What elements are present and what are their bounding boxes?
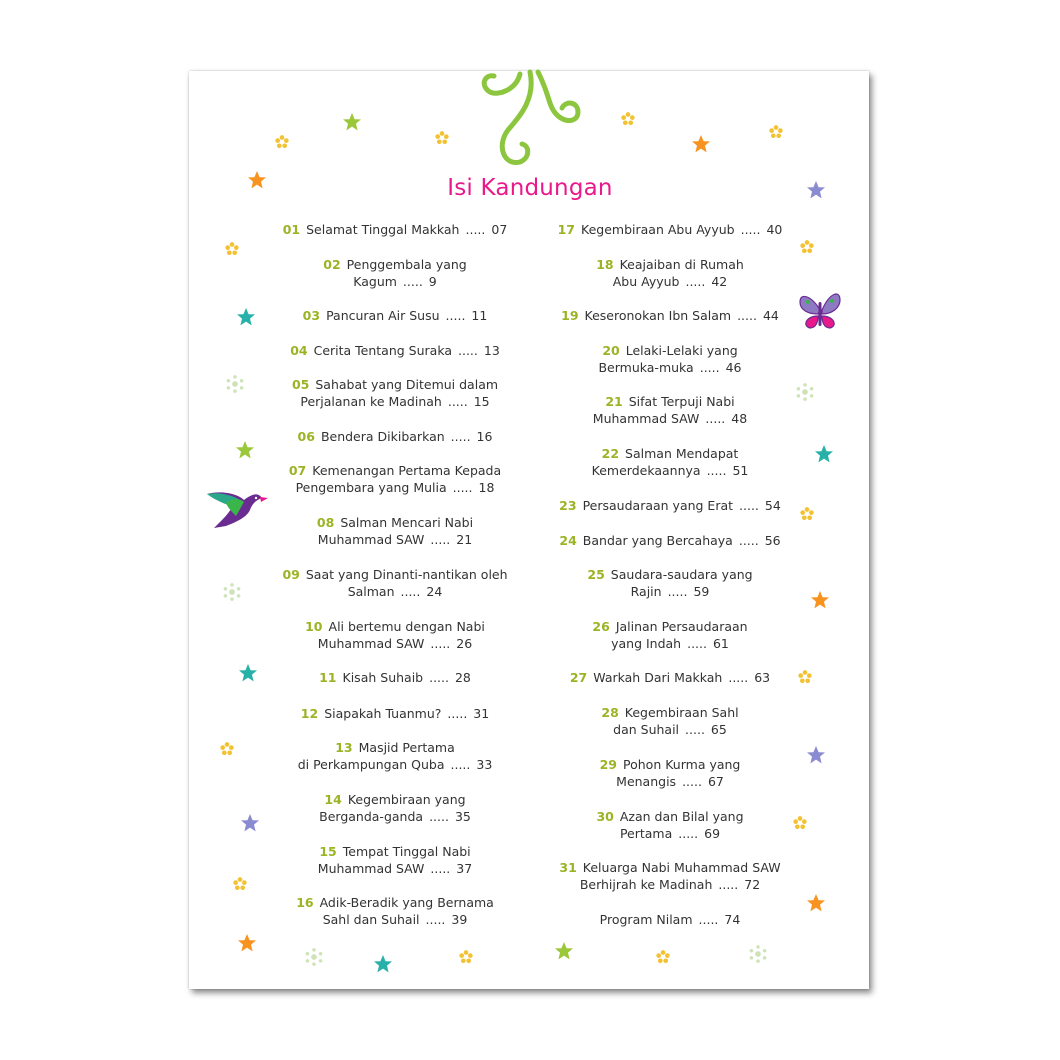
toc-entry-line — [270, 531, 520, 548]
toc-entry-dots: ..... — [678, 826, 699, 841]
bird-icon — [207, 492, 268, 528]
toc-entry-line — [270, 808, 520, 825]
toc-entry-number: 04 — [290, 343, 308, 358]
toc-entry — [270, 618, 520, 652]
toc-entry-page: 48 — [731, 411, 748, 426]
toc-entry — [270, 221, 520, 238]
toc-entry-page: 13 — [483, 343, 500, 358]
toc-entry-dots: ..... — [465, 222, 486, 237]
toc-entry-title: Sifat Terpuji Nabi — [628, 394, 735, 409]
toc-entry — [270, 705, 520, 722]
toc-entry — [545, 497, 795, 514]
toc-entry-line — [270, 514, 520, 531]
toc-entry-line — [545, 532, 795, 549]
toc-entry-line — [270, 739, 520, 756]
toc-entry — [270, 514, 520, 548]
toc-entry-line — [545, 876, 795, 893]
toc-entry-line — [545, 342, 795, 359]
toc-entry-page: 31 — [473, 706, 490, 721]
toc-entry-dots: ..... — [685, 722, 705, 737]
toc-entry-dots: ..... — [447, 706, 468, 721]
toc-entry-title: Bandar yang Bercahaya — [582, 533, 733, 548]
toc-entry-line — [545, 859, 795, 876]
toc-entry-number: 25 — [587, 567, 605, 582]
toc-entry-number: 18 — [596, 257, 614, 272]
toc-entry-dots: ..... — [687, 636, 707, 651]
toc-entry — [270, 256, 520, 290]
toc-entry-number: 24 — [559, 533, 577, 548]
toc-entry — [270, 669, 520, 686]
toc-entry-number: 09 — [282, 567, 300, 582]
toc-entry-line — [545, 410, 795, 427]
toc-entry-title: Kisah Suhaib — [342, 670, 424, 685]
toc-entry-title: Berganda-ganda — [319, 809, 424, 824]
toc-entry-line — [270, 566, 520, 583]
toc-entry-page: 26 — [456, 636, 473, 651]
toc-entry-line — [545, 721, 795, 738]
toc-entry-dots: ..... — [429, 809, 449, 824]
toc-entry-line — [545, 618, 795, 635]
toc-entry-dots: ..... — [458, 343, 478, 358]
toc-entry-title: Pancuran Air Susu — [326, 308, 440, 323]
toc-entry-page: 67 — [707, 774, 724, 789]
toc-entry-page: 65 — [710, 722, 727, 737]
toc-entry — [270, 342, 520, 359]
toc-entry-title: Kemerdekaannya — [591, 463, 701, 478]
toc-entry-title: di Perkampungan Quba — [297, 757, 445, 772]
toc-entry-title: Keajaiban di Rumah — [619, 257, 744, 272]
toc-entry-line — [545, 825, 795, 842]
toc-entry-title: Kagum — [353, 274, 397, 289]
toc-entry — [545, 256, 795, 290]
toc-entry-page: 24 — [426, 584, 443, 599]
toc-entry — [545, 393, 795, 427]
toc-entry-line — [270, 393, 520, 410]
toc-entry — [545, 859, 795, 893]
toc-entry-page: 51 — [732, 463, 749, 478]
vine-swirl-icon — [484, 72, 578, 163]
toc-entry-dots: ..... — [445, 308, 466, 323]
toc-entry — [545, 669, 795, 686]
toc-entry-title: Tempat Tinggal Nabi — [342, 844, 471, 859]
toc-entry-page: 11 — [471, 308, 488, 323]
toc-entry-title: Warkah Dari Makkah — [593, 670, 723, 685]
toc-entry — [545, 756, 795, 790]
toc-entry-number: 06 — [297, 429, 315, 444]
toc-entry-page: 74 — [724, 912, 741, 927]
toc-entry-page: 54 — [764, 498, 781, 513]
toc-entry — [545, 704, 795, 738]
toc-entry-title: Kegembiraan Abu Ayyub — [581, 222, 735, 237]
toc-entry-dots: ..... — [739, 498, 759, 513]
toc-entry-number: 20 — [602, 343, 620, 358]
toc-entry-dots: ..... — [450, 757, 471, 772]
toc-entry-line — [270, 756, 520, 773]
toc-entry-page: 46 — [725, 360, 742, 375]
toc-entry-line — [270, 635, 520, 652]
toc-entry-line — [270, 860, 520, 877]
toc-entry-line — [545, 808, 795, 825]
toc-entry-line — [545, 497, 795, 514]
toc-entry-number: 23 — [559, 498, 577, 513]
toc-entry-number: 05 — [291, 377, 310, 392]
toc-entry-number: 21 — [605, 394, 623, 409]
toc-entry-dots: ..... — [452, 480, 473, 495]
toc-entry-line — [270, 342, 520, 359]
toc-entry-title: Muhammad SAW — [592, 411, 700, 426]
toc-entry-line — [545, 911, 795, 928]
toc-entry-title: Keseronokan Ibn Salam — [584, 308, 732, 323]
toc-entry — [270, 376, 520, 410]
toc-entry-line — [545, 704, 795, 721]
toc-entry-line — [270, 462, 520, 479]
toc-entry-page: 56 — [764, 533, 781, 548]
toc-entry-dots: ..... — [706, 463, 727, 478]
toc-entry-page: 9 — [428, 274, 437, 289]
toc-entry — [545, 445, 795, 479]
toc-entry-dots: ..... — [430, 636, 451, 651]
toc-entry-number: 26 — [592, 619, 610, 634]
toc-entry-dots: ..... — [682, 774, 702, 789]
toc-entry-title: Sahl dan Suhail — [322, 912, 420, 927]
toc-entry-number: 16 — [296, 895, 314, 910]
toc-entry-line — [270, 911, 520, 928]
toc-entry-line — [270, 791, 520, 808]
toc-entry-number: 29 — [599, 757, 618, 772]
toc-entry-title: yang Indah — [611, 636, 682, 651]
toc-entry-title: Program Nilam — [599, 912, 693, 927]
toc-entry-line — [545, 393, 795, 410]
toc-entry-page: 18 — [478, 480, 495, 495]
toc-entry-dots: ..... — [430, 861, 451, 876]
toc-entry-number: 17 — [557, 222, 576, 237]
toc-entry-title: Kegembiraan Sahl — [624, 705, 739, 720]
toc-entry-number: 28 — [601, 705, 619, 720]
toc-entry — [545, 221, 795, 238]
toc-entry-page: 39 — [451, 912, 468, 927]
toc-entry-line — [270, 583, 520, 600]
toc-entry — [270, 307, 520, 324]
toc-entry-number: 12 — [300, 706, 319, 721]
toc-entry-page: 28 — [454, 670, 471, 685]
toc-entry — [545, 532, 795, 549]
toc-entry-line — [270, 273, 520, 290]
toc-entry-title: Pertama — [619, 826, 673, 841]
page-title: Isi Kandungan — [447, 175, 613, 201]
toc-entry-title: Persaudaraan yang Erat — [582, 498, 734, 513]
toc-entry-line — [270, 843, 520, 860]
toc-entry-page: 44 — [762, 308, 779, 323]
toc-entry-dots: ..... — [699, 360, 720, 375]
toc-entry — [270, 894, 520, 928]
toc-entry-title: Lelaki-Lelaki yang — [625, 343, 738, 358]
toc-entry-line — [270, 894, 520, 911]
toc-entry-dots: ..... — [450, 429, 471, 444]
toc-entry-title: Abu Ayyub — [612, 274, 680, 289]
toc-entry-title: Selamat Tinggal Makkah — [306, 222, 460, 237]
toc-entry — [545, 808, 795, 842]
toc-entry-dots: ..... — [430, 532, 451, 547]
toc-entry-page: 16 — [476, 429, 493, 444]
toc-entry-number: 14 — [324, 792, 342, 807]
toc-entry-dots: ..... — [402, 274, 423, 289]
toc-entry-title: Cerita Tentang Suraka — [313, 343, 453, 358]
toc-entry-title: Rajin — [630, 584, 662, 599]
toc-entry-title: Muhammad SAW — [317, 532, 425, 547]
toc-entry — [270, 739, 520, 773]
toc-entry — [545, 911, 795, 928]
toc-entry-title: Pengembara yang Mulia — [295, 480, 447, 495]
toc-entry-line — [545, 756, 795, 773]
toc-entry — [545, 342, 795, 376]
toc-entry-dots: ..... — [737, 308, 757, 323]
toc-entry-dots: ..... — [740, 222, 761, 237]
toc-entry-page: 33 — [476, 757, 493, 772]
toc-entry-number: 11 — [319, 670, 337, 685]
toc-entry-dots: ..... — [705, 411, 726, 426]
toc-entry — [270, 843, 520, 877]
toc-entry-line — [545, 773, 795, 790]
toc-entry-dots: ..... — [718, 877, 739, 892]
toc-entry-number: 10 — [305, 619, 323, 634]
toc-entry-title: Salman — [347, 584, 395, 599]
toc-entry-line — [545, 462, 795, 479]
toc-entry-line — [270, 307, 520, 324]
toc-entry-line — [545, 273, 795, 290]
toc-entry-number: 31 — [559, 860, 577, 875]
toc-entry-line — [270, 428, 520, 445]
toc-entry-title: Kemenangan Pertama Kepada — [312, 463, 502, 478]
toc-entry-number: 13 — [335, 740, 353, 755]
toc-entry-title: Muhammad SAW — [317, 861, 425, 876]
toc-entry-page: 59 — [693, 584, 710, 599]
toc-entry-title: Saat yang Dinanti-nantikan oleh — [305, 567, 508, 582]
toc-entry-number: 07 — [288, 463, 307, 478]
toc-entry-dots: ..... — [425, 912, 446, 927]
toc-entry — [270, 462, 520, 496]
toc-entry-title: Penggembala yang — [346, 257, 467, 272]
toc-entry-dots: ..... — [728, 670, 749, 685]
toc-entry-title: Salman Mencari Nabi — [340, 515, 474, 530]
toc-entry-dots: ..... — [667, 584, 688, 599]
toc-entry-title: Kegembiraan yang — [347, 792, 466, 807]
butterfly-icon — [800, 294, 840, 328]
toc-entry-title: Masjid Pertama — [358, 740, 455, 755]
toc-entry-dots: ..... — [698, 912, 719, 927]
toc-entry-line — [545, 221, 795, 238]
toc-entry-title: Menangis — [616, 774, 677, 789]
toc-entry-line — [270, 479, 520, 496]
toc-entry-title: Perjalanan ke Madinah — [300, 394, 442, 409]
toc-entry-page: 42 — [711, 274, 728, 289]
toc-entry-title: Bermuka-muka — [598, 360, 694, 375]
toc-entry-line — [545, 359, 795, 376]
toc-entry-title: Keluarga Nabi Muhammad SAW — [582, 860, 781, 875]
toc-entry-line — [545, 635, 795, 652]
toc-entry-title: Jalinan Persaudaraan — [615, 619, 748, 634]
toc-entry-line — [270, 376, 520, 393]
toc-entry-line — [545, 256, 795, 273]
toc-entry-number: 01 — [282, 222, 301, 237]
toc-entry-page: 21 — [456, 532, 473, 547]
toc-entry-line — [545, 445, 795, 462]
toc-entry-line — [270, 705, 520, 722]
toc-entry-line — [270, 618, 520, 635]
toc-entry-line — [545, 583, 795, 600]
toc-entry-page: 07 — [491, 222, 508, 237]
toc-entry-dots: ..... — [400, 584, 421, 599]
toc-entry-line — [545, 566, 795, 583]
toc-entry-title: Saudara-saudara yang — [610, 567, 753, 582]
toc-entry-number: 30 — [596, 809, 614, 824]
toc-entry-title: Pohon Kurma yang — [623, 757, 741, 772]
toc-entry-line — [270, 221, 520, 238]
toc-entry-title: Salman Mendapat — [625, 446, 739, 461]
toc-entry — [270, 791, 520, 825]
toc-entry-title: Azan dan Bilal yang — [619, 809, 744, 824]
toc-entry-page: 72 — [744, 877, 761, 892]
toc-entry-page: 61 — [712, 636, 729, 651]
toc-entry-line — [545, 669, 795, 686]
toc-entry-title: Berhijrah ke Madinah — [579, 877, 713, 892]
toc-entry — [270, 566, 520, 600]
toc-entry-title: Adik-Beradik yang Bernama — [319, 895, 494, 910]
toc-entry — [545, 566, 795, 600]
toc-entry-title: Ali bertemu dengan Nabi — [328, 619, 485, 634]
toc-entry-number: 02 — [323, 257, 341, 272]
toc-entry-dots: ..... — [429, 670, 449, 685]
toc-entry — [545, 618, 795, 652]
toc-entry-number: 15 — [319, 844, 337, 859]
toc-entry-title: dan Suhail — [613, 722, 680, 737]
toc-entry-title: Sahabat yang Ditemui dalam — [315, 377, 499, 392]
toc-entry-line — [545, 307, 795, 324]
toc-entry-page: 63 — [754, 670, 771, 685]
toc-entry-page: 35 — [454, 809, 471, 824]
toc-entry-number: 03 — [302, 308, 321, 323]
toc-entry-title: Bendera Dikibarkan — [320, 429, 445, 444]
toc-entry-line — [270, 669, 520, 686]
toc-entry-number: 08 — [316, 515, 335, 530]
toc-entry-page: 37 — [456, 861, 473, 876]
toc-entry-number: 19 — [561, 308, 579, 323]
toc-entry-number: 22 — [601, 446, 620, 461]
toc-entry-title: Siapakah Tuanmu? — [324, 706, 442, 721]
toc-entry-title: Muhammad SAW — [317, 636, 425, 651]
toc-entry-number: 27 — [569, 670, 588, 685]
toc-entry-page: 15 — [473, 394, 490, 409]
toc-entry — [270, 428, 520, 445]
toc-entry-line — [270, 256, 520, 273]
toc-entry-dots: ..... — [447, 394, 468, 409]
toc-entry-page: 69 — [704, 826, 721, 841]
toc-entry — [545, 307, 795, 324]
toc-entry-dots: ..... — [685, 274, 706, 289]
toc-entry-page: 40 — [766, 222, 783, 237]
toc-entry-dots: ..... — [738, 533, 759, 548]
